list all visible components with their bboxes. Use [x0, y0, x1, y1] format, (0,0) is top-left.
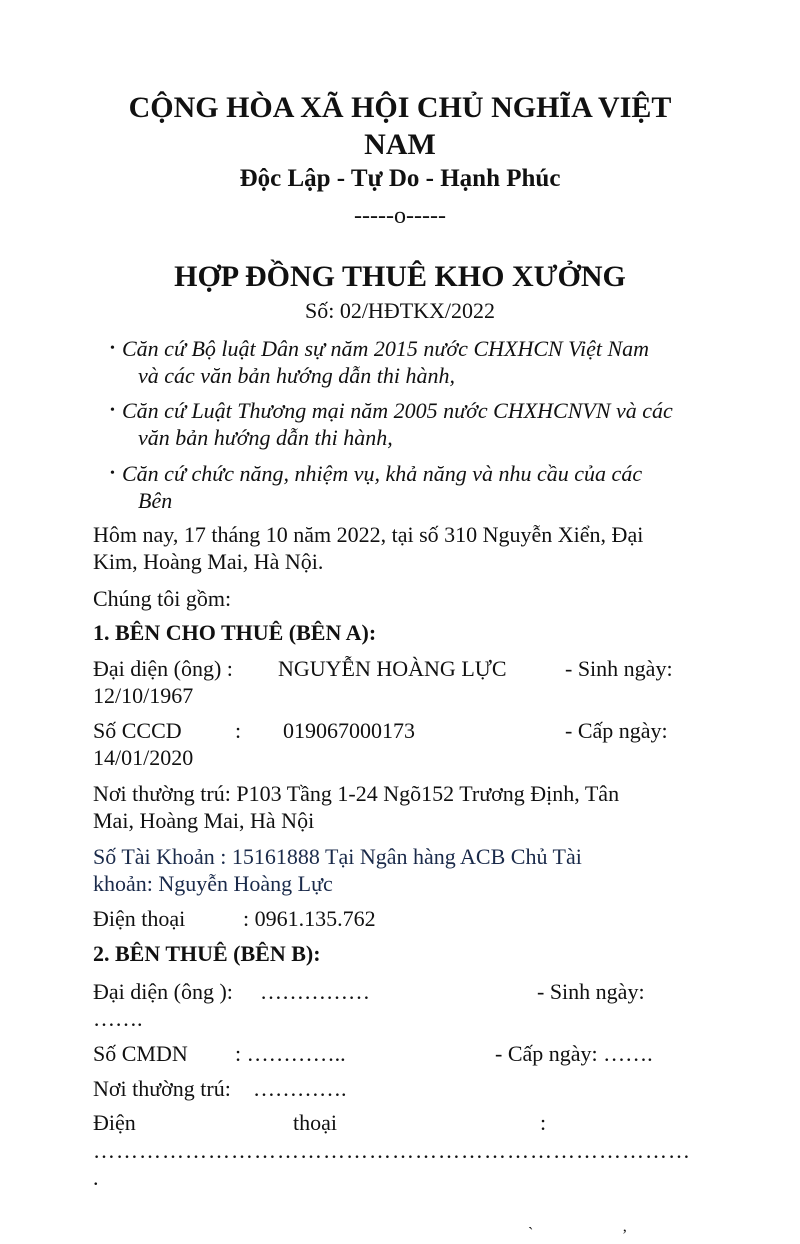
- basis-3-line2: Bên: [138, 488, 173, 513]
- nation-title-line1: CỘNG HÒA XÃ HỘI CHỦ NGHĨA VIỆT: [128, 91, 672, 124]
- intro-line1: Hôm nay, 17 tháng 10 năm 2022, tại số 310 Nguyễn Xiển, Đại: [93, 522, 644, 547]
- party-a-id-number: 019067000173: [283, 718, 415, 743]
- party-b-address-value: ………….: [253, 1076, 347, 1101]
- party-b-rep-label: Đại diện (ông ):: [93, 979, 233, 1004]
- basis-1-line1: Căn cứ Bộ luật Dân sự năm 2015 nước CHXHCN Việt Nam: [122, 336, 650, 361]
- basis-2-line2: văn bản hướng dẫn thi hành,: [138, 425, 393, 450]
- bullet-icon: •: [110, 341, 115, 356]
- party-a-account-line2: khoản: Nguyễn Hoàng Lực: [93, 871, 333, 896]
- motto: Độc Lập - Tự Do - Hạnh Phúc: [239, 165, 561, 192]
- party-a-address-line2: Mai, Hoàng Mai, Hà Nội: [93, 808, 315, 833]
- party-a-birth-label: - Sinh ngày:: [565, 656, 673, 681]
- party-a-rep-label: Đại diện (ông) :: [93, 656, 233, 681]
- party-a-birth-date: 12/10/1967: [93, 683, 194, 708]
- party-b-rep-value: ……………: [260, 979, 370, 1004]
- party-a-id-colon: :: [235, 718, 242, 743]
- party-b-phone-colon: :: [540, 1110, 547, 1135]
- basis-3-line1: Căn cứ chức năng, nhiệm vụ, khả năng và nhu cầu của các: [122, 461, 643, 486]
- party-a-account-line1: Số Tài Khoản : 15161888 Tại Ngân hàng ACB Chủ Tài: [93, 844, 582, 869]
- bullet-icon: •: [110, 403, 115, 418]
- cutoff-accent-mark: `: [528, 1225, 534, 1242]
- party-a-phone: : 0961.135.762: [243, 906, 376, 931]
- cutoff-accent-mark: ʼ: [622, 1227, 628, 1244]
- party-b-phone-value: ……………………………………………………………………: [93, 1138, 691, 1163]
- party-a-heading: 1. BÊN CHO THUÊ (BÊN A):: [93, 620, 377, 645]
- bullet-icon: •: [110, 466, 115, 481]
- party-b-phone-word2: thoại: [293, 1110, 337, 1135]
- party-b-birth-value: …….: [93, 1006, 143, 1031]
- party-b-heading: 2. BÊN THUÊ (BÊN B):: [93, 941, 321, 966]
- header-separator: -----o-----: [354, 203, 446, 229]
- members-intro: Chúng tôi gồm:: [93, 586, 232, 611]
- party-b-birth-label: - Sinh ngày:: [537, 979, 645, 1004]
- basis-1-line2: và các văn bản hướng dẫn thi hành,: [138, 363, 456, 388]
- contract-title: HỢP ĐỒNG THUÊ KHO XƯỞNG: [174, 260, 626, 293]
- party-a-issue-label: - Cấp ngày:: [565, 718, 668, 743]
- party-b-end-dot: .: [93, 1165, 99, 1190]
- party-b-phone-word1: Điện: [93, 1110, 136, 1135]
- basis-2-line1: Căn cứ Luật Thương mại năm 2005 nước CHXHCNVN và các: [122, 398, 673, 423]
- party-a-phone-label: Điện thoại: [93, 906, 186, 931]
- party-b-issue-label: - Cấp ngày: …….: [495, 1041, 653, 1066]
- party-a-id-label: Số CCCD: [93, 718, 182, 743]
- party-b-address-label: Nơi thường trú:: [93, 1076, 231, 1101]
- party-b-id-label: Số CMDN: [93, 1041, 188, 1066]
- contract-number: Số: 02/HĐTKX/2022: [304, 298, 496, 323]
- party-b-id-value: : …………..: [235, 1041, 346, 1066]
- party-a-address-line1: Nơi thường trú: P103 Tầng 1-24 Ngõ152 Trương Định, Tân: [93, 781, 620, 806]
- intro-line2: Kim, Hoàng Mai, Hà Nội.: [93, 549, 324, 574]
- nation-title-line2: NAM: [364, 128, 436, 161]
- party-a-rep-name: NGUYỄN HOÀNG LỰC: [278, 656, 507, 681]
- party-a-issue-date: 14/01/2020: [93, 745, 194, 770]
